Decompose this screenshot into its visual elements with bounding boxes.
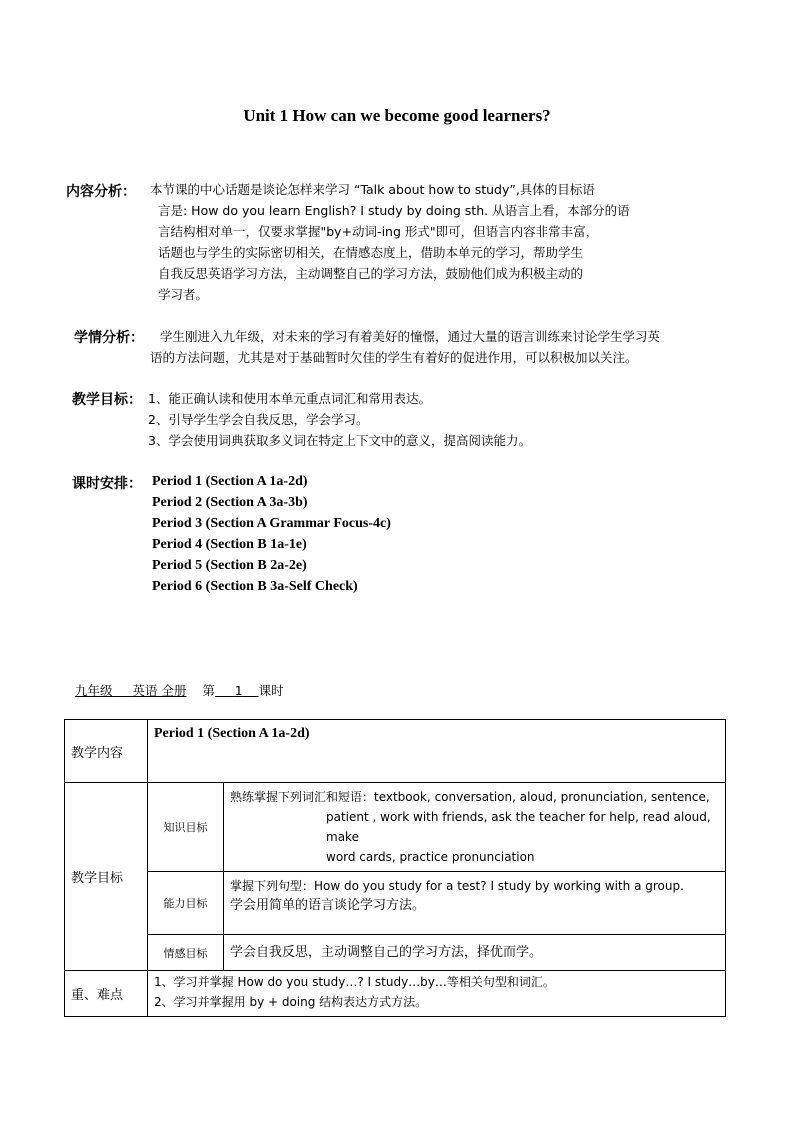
knowledge-line: patient , work with friends, ask the teacher for help, read aloud, make (326, 810, 711, 844)
table-row (65, 872, 726, 935)
period-item: Period 3 (Section A Grammar Focus-4c) (152, 516, 391, 531)
content-analysis-line: 言结构相对单一，仅要求掌握"by+动词-ing 形式"即可，但语言内容非常丰富， (158, 224, 599, 239)
emotion-value-cell: 学会自我反思，主动调整自己的学习方法，择优而学。 (224, 935, 726, 971)
lesson-prefix: 第 (202, 683, 215, 698)
keypoint-line: 2、学习并掌握用 by + doing 结构表达方式方法。 (154, 995, 428, 1009)
goals-label-cell: 教学目标 (65, 783, 148, 971)
content-analysis-line: 话题也与学生的实际密切相关，在情感态度上，借助本单元的学习，帮助学生 (158, 245, 584, 260)
emotion-label-cell: 情感目标 (148, 935, 224, 971)
objectives-list (148, 388, 531, 451)
period-item: Period 4 (Section B 1a-1e) (152, 537, 307, 552)
content-value-cell: Period 1 (Section A 1a-2d) (148, 720, 726, 783)
subject-value: 英语 (132, 683, 158, 698)
knowledge-line: 熟练掌握下列词汇和短语：textbook, conversation, aloud, pronunciation, sentence, (230, 790, 710, 804)
page-title: Unit 1 How can we become good learners? (243, 106, 551, 125)
objective-item: 1、能正确认读和使用本单元重点词汇和常用表达。 (148, 391, 431, 406)
period-item: Period 2 (Section A 3a-3b) (152, 495, 308, 510)
period-item: Period 6 (Section B 3a-Self Check) (152, 579, 358, 594)
content-analysis-line: 本节课的中心话题是谈论怎样来学习 “Talk about how to study”,具体的目标语 (150, 182, 595, 197)
grade-value: 九 (75, 683, 88, 698)
keypoints-label-cell: 重、难点 (65, 971, 148, 1017)
objective-item: 2、引导学生学会自我反思，学会学习。 (148, 412, 369, 427)
content-analysis-label: 内容分析： (66, 184, 136, 200)
ability-line: 掌握下列句型：How do you study for a test? I study by working with a group. (230, 879, 684, 893)
knowledge-value-cell (224, 783, 726, 872)
content-analysis-line: 自我反思英语学习方法，主动调整自己的学习方法，鼓励他们成为积极主动的 (158, 266, 584, 281)
content-analysis-line: 言是: How do you learn English? I study by doing sth. 从语言上看，本部分的语 (158, 203, 630, 218)
period-item: Period 5 (Section B 2a-2e) (152, 558, 307, 573)
table-row (65, 720, 726, 783)
student-analysis-line: 语的方法问题，尤其是对于基础暂时欠佳的学生有着好的促进作用，可以积极加以关注。 (150, 350, 638, 365)
ability-label-cell: 能力目标 (148, 872, 224, 935)
keypoints-value-cell (148, 971, 726, 1017)
content-label-cell: 教学内容 (65, 720, 148, 783)
content-analysis-line: 学习者。 (158, 287, 209, 302)
table-row (65, 935, 726, 971)
content-analysis-text (150, 179, 670, 305)
ability-value-cell (224, 872, 726, 935)
student-analysis-label: 学情分析： (74, 330, 144, 346)
knowledge-label-cell: 知识目标 (148, 783, 224, 872)
lesson-meta-line (75, 681, 284, 699)
keypoint-line: 1、学习并掌握 How do you study…? I study…by…等相关句型和词汇。 (154, 975, 555, 989)
lesson-number: 1 (234, 683, 243, 698)
schedule-label: 课时安排： (72, 476, 142, 492)
lesson-suffix: 课时 (258, 683, 284, 698)
period-item: Period 1 (Section A 1a-2d) (152, 474, 308, 489)
grade-suffix: 年级 (87, 683, 113, 698)
schedule-list (152, 471, 391, 597)
knowledge-line: word cards, practice pronunciation (326, 850, 535, 864)
table-row (65, 783, 726, 872)
student-analysis-line: 学生刚进入九年级，对未来的学习有着美好的憧憬，通过大量的语言训练来讨论学生学习英 (160, 329, 661, 344)
volume-value: 全册 (161, 683, 187, 698)
objective-item: 3、学会使用词典获取多义词在特定上下文中的意义，提高阅读能力。 (148, 433, 531, 448)
table-row (65, 971, 726, 1017)
lesson-plan-table (64, 719, 726, 1017)
objectives-label: 教学目标： (72, 392, 142, 408)
ability-line: 学会用简单的语言谈论学习方法。 (230, 898, 426, 913)
